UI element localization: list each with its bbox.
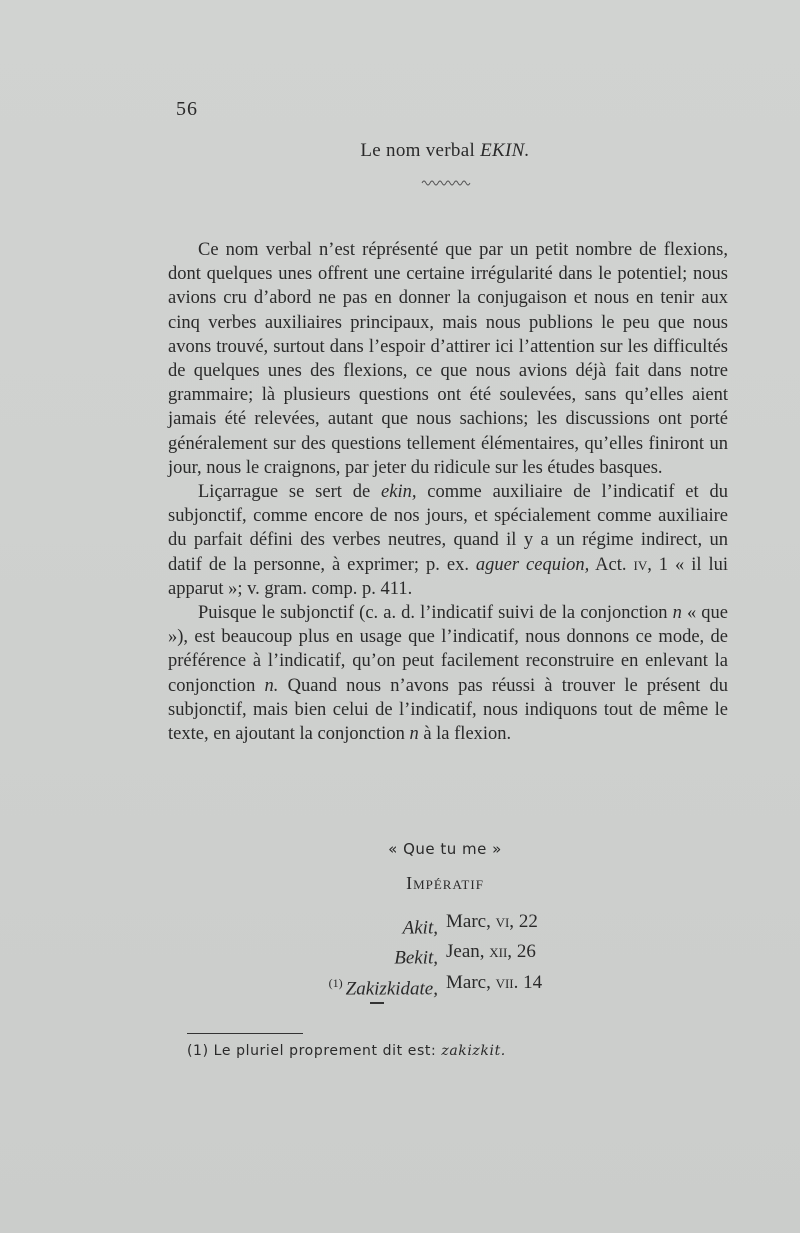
page-number: 56 <box>176 98 198 120</box>
verb-forms-list <box>300 910 700 1001</box>
verb-form-word: Bekit, <box>394 947 438 969</box>
ref-verse: 26 <box>516 941 536 963</box>
verb-form <box>300 940 446 970</box>
ref-chapter: xii, <box>489 941 513 963</box>
ref-chapter: vi, <box>495 911 515 932</box>
p2-text-e: Act. <box>589 554 634 575</box>
chapter-title-emphasis: EKIN. <box>480 140 530 161</box>
p2-text-c: comme auxiliaire de l’indicatif et du subjonctif, comme encore de nos jours, et spécialement comme auxiliaire du parfait défini des verbes neutres, quand il y a un régime indirect, un datif de la personne, à exprimer; p. ex. <box>168 482 728 575</box>
verb-form <box>300 971 446 1001</box>
p3-conj-1: n <box>672 603 682 624</box>
paragraph-1: Ce nom verbal n’est réprésenté que par un petit nombre de flexions, dont quelques unes offrent une certaine irrégularité dans le potentiel; nous avions cru d’abord ne pas en donner la conjugaison et nous en tenir aux cinq verbes auxiliaires principaux, mais nous publions le peu que nous avons trouvé, surtout dans l’espoir d’attirer ici l’attention sur les difficultés de quelques unes des flexions, ce que nous avions déjà fait dans notre grammaire; là plusieurs questions ont été soulevées, sans qu’elles aient jamais été relevées, autant que nous sachions; les discussions ont porté généralement sur des questions tellement élémentaires, qu’elles finiront un jour, nous le craignons, par jeter du ridicule sur les études basques. <box>168 240 728 478</box>
paragraph-3 <box>168 601 728 746</box>
ref-verse: 14 <box>523 971 543 993</box>
p2-term-ekin: ekin, <box>381 482 417 503</box>
verb-reference <box>446 971 542 1001</box>
verb-form-row <box>300 910 700 940</box>
p2-text-a: Liçarrague se sert de <box>198 482 382 503</box>
footnote-term: zakizkit. <box>441 1043 506 1059</box>
verb-reference <box>446 940 536 970</box>
ref-book: Marc, <box>446 971 491 993</box>
p3-conj-3: n <box>409 724 419 745</box>
section-quote: « Que tu me » <box>388 840 502 858</box>
footnote <box>187 1043 506 1059</box>
verb-reference <box>446 910 538 940</box>
verb-form-word: Akit, <box>402 917 438 939</box>
wavy-ornament <box>421 178 471 186</box>
verb-form-word: Zakizkidate, <box>345 977 438 999</box>
verb-form-row <box>300 971 700 1001</box>
ref-chapter: vii. <box>495 971 519 993</box>
ref-book: Marc, <box>446 911 491 932</box>
p2-example: aguer cequion, <box>475 554 590 575</box>
p2-text-g: , 1 « il lui apparut »; v. gram. comp. p. 411. <box>168 554 728 599</box>
ref-verse: 22 <box>518 911 538 932</box>
body-text <box>168 238 728 746</box>
p3-text-c: « que »), est beaucoup plus en usage que l’indicatif, nous donnons ce mode, de préférence à l’indicatif, qu’on peut facilement reconstruire en enlevant la conjonction <box>168 603 728 696</box>
footnote-text: (1) Le pluriel proprement dit est: <box>187 1043 442 1059</box>
chapter-title-prefix: Le nom verbal <box>360 140 476 161</box>
ref-book: Jean, <box>446 941 485 963</box>
note-mark: (1) <box>328 975 343 990</box>
p3-conj-2: n. <box>264 675 279 696</box>
paragraph-2 <box>168 480 728 601</box>
separator-dash <box>370 1002 384 1004</box>
p3-text-g: à la flexion. <box>418 724 512 745</box>
p3-text-a: Puisque le subjonctif (c. a. d. l’indicatif suivi de la conjonction <box>198 603 673 624</box>
footnote-rule <box>187 1033 303 1034</box>
verb-form <box>300 910 446 940</box>
p3-text-e: Quand nous n’avons pas réussi à trouver le présent du subjonctif, mais bien celui de l’indicatif, nous indiquons tout de même le texte, en ajoutant la conjonction <box>168 675 728 745</box>
verb-form-row <box>300 940 700 970</box>
chapter-title <box>0 140 800 162</box>
section-heading: Impératif <box>406 873 484 893</box>
p2-chapter: iv <box>633 554 648 575</box>
